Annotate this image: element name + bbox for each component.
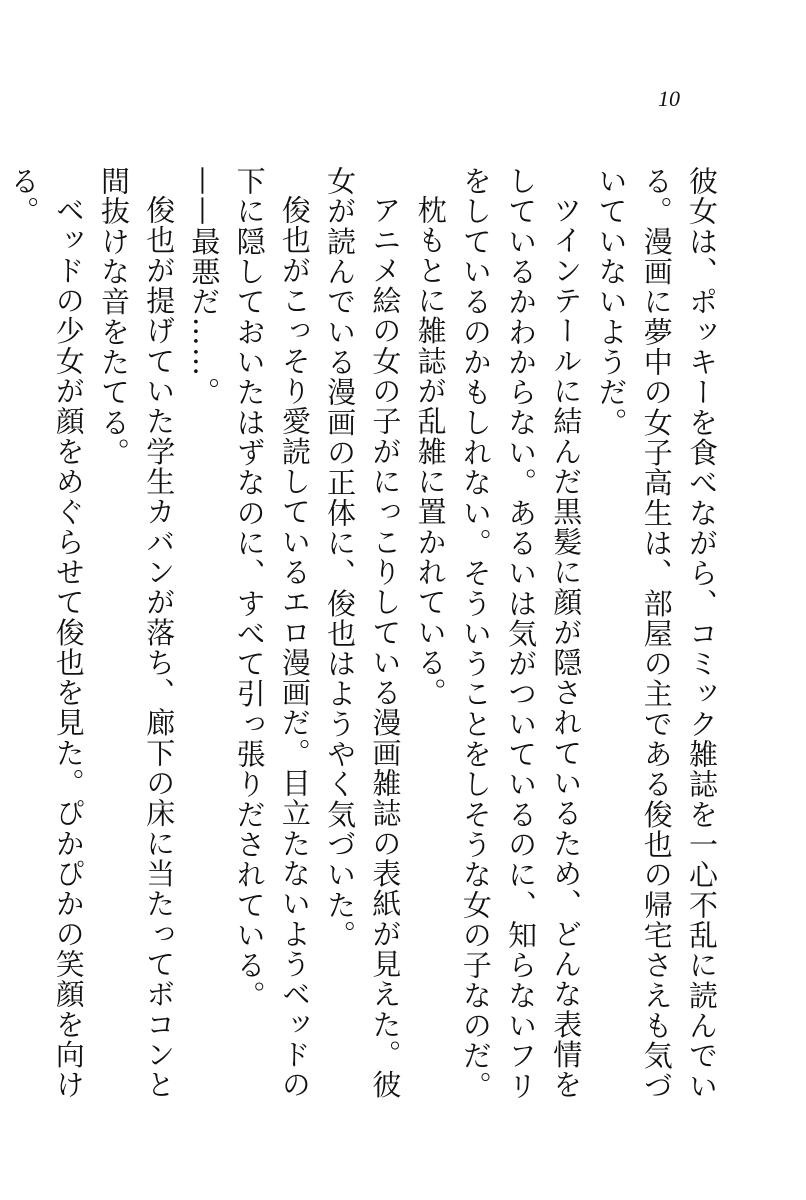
paragraph: 彼女は、ポッキーを食べながら、コミック雑誌を一心不乱に読んでいる。漫画に夢中の女子高生は、部屋の主である俊也の帰宅さえも気づいていないようだ。 <box>594 166 719 1101</box>
paragraph: 俊也が提げていた学生カバンが落ち、廊下の床に当たってボコンと間抜けな音をたてる。 <box>96 166 177 1100</box>
paragraph: 俊也がこっそり愛読しているエロ漫画だ。目立たないようベッドの下に隠しておいたはずなのに、すべて引っ張りだされている。 <box>232 166 312 1100</box>
page-number: 10 <box>658 86 680 111</box>
paragraph: ベッドの少女が顔をめぐらせて俊也を見た。ぴかぴかの笑顔を向ける。 <box>6 166 86 1100</box>
novel-text-body <box>0 166 724 1126</box>
paragraph: ツインテールに結んだ黒髪に顔が隠されているため、どんな表情をしているかわからない。あるいは気がついているのに、知らないフリをしているのかもしれない。そういうことをしそうな女の子なのだ。 <box>458 166 584 1101</box>
paragraph: アニメ絵の女の子がにっこりしている漫画雑誌の表紙が見えた。彼女が読んでいる漫画の正体に、俊也はようやく気づいた。 <box>323 166 403 1100</box>
paragraph: 枕もとに雑誌が乱雑に置かれている。 <box>413 195 448 708</box>
paragraph: ——最悪だ……。 <box>187 166 222 408</box>
